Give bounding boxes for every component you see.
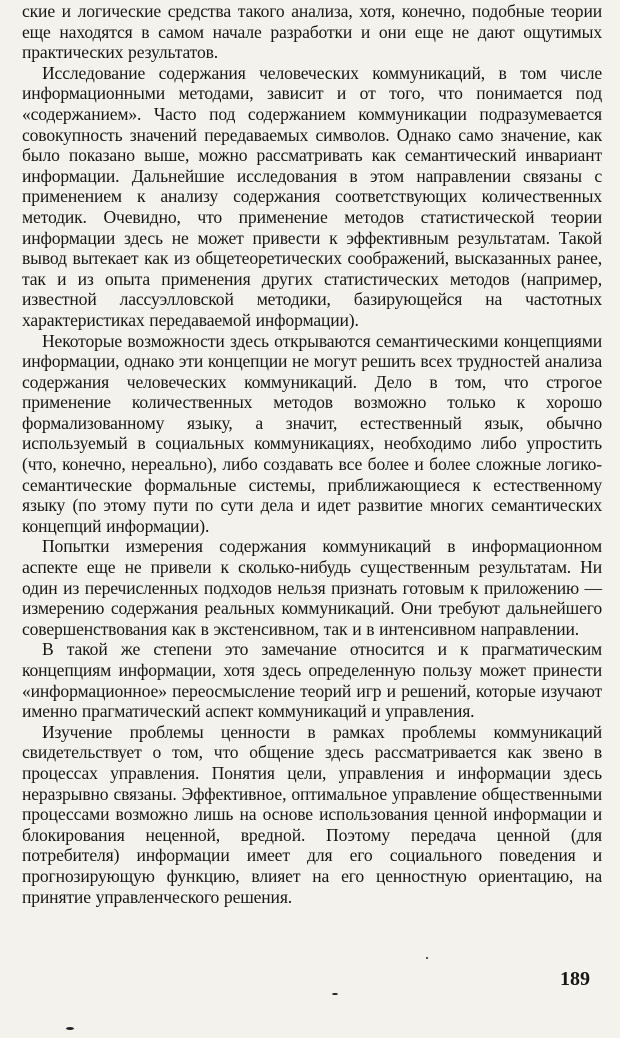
- paragraph-6: Изучение проблемы ценности в рамках проблемы коммуникаций свидетельствует о том, что общение здесь рассматривается как звено в процессах управления. Понятия цели, управления и информации здесь неразрывно связаны. Эффективное, оптимальное управление общественными процессами возможно лишь на основе использования ценной информации и блокирования неценной, вредной. Поэтому передача ценной (для потребителя) информации имеет для его социального поведения и прогнозирующую функцию, влияет на его ценностную ориентацию, на принятие управленческого решения.: [22, 721, 602, 907]
- page-number: 189: [560, 968, 590, 990]
- scan-speck: [332, 993, 338, 995]
- paragraph-3: Некоторые возможности здесь открываются семантическими концепциями информации, однако эти концепции не могут решить всех трудностей анализа содержания человеческих коммуникаций. Дело в том, что строгое применение количественных методов возможно только к хорошо формализованному языку, а значит, естественный язык, обычно используемый в социальных коммуникациях, необходимо либо упростить (что, конечно, нереально), либо создавать все более и более сложные логико-семантические формальные системы, приближающиеся к естественному языку (по этому пути по сути дела и идет развитие многих семантических концепций информации).: [22, 330, 602, 536]
- scan-speck: [426, 957, 428, 959]
- paragraph-1: ские и логические средства такого анализа, хотя, конечно, подобные теории еще находятся в самом начале разработки и они еще не дают ощутимых практических результатов.: [22, 1, 602, 63]
- paragraph-4: Попытки измерения содержания коммуникаций в информационном аспекте еще не привели к сколько-нибудь существенным результатам. Ни один из перечисленных подходов нельзя признать готовым к приложению — измерению содержания реальных коммуникаций. Они требуют дальнейшего совершенствования как в экстенсивном, так и в интенсивном направлении.: [22, 536, 602, 639]
- scan-speck: [66, 1027, 74, 1030]
- paragraph-5: В такой же степени это замечание относится и к прагматическим концепциям информации, хотя здесь определенную пользу может принести «информационное» переосмысление теорий игр и решений, которые изучают именно прагматический аспект коммуникаций и управления.: [22, 639, 602, 722]
- paragraph-2: Исследование содержания человеческих коммуникаций, в том числе информационными методами, зависит и от того, что понимается под «содержанием». Часто под содержанием коммуникации подразумевается совокупность значений передаваемых символов. Однако само значение, как было показано выше, можно рассматривать как семантический инвариант информации. Дальнейшие исследования в этом направлении связаны с применением к анализу содержания соответствующих количественных методик. Очевидно, что применение методов статистической теории информации здесь не может привести к эффективным результатам. Такой вывод вытекает как из общетеоретических соображений, высказанных ранее, так и из опыта применения других статистических методов (например, известной лассуэлловской методики, базирующейся на частотных характеристиках передаваемой информации).: [22, 62, 602, 330]
- body-text: [22, 0, 602, 907]
